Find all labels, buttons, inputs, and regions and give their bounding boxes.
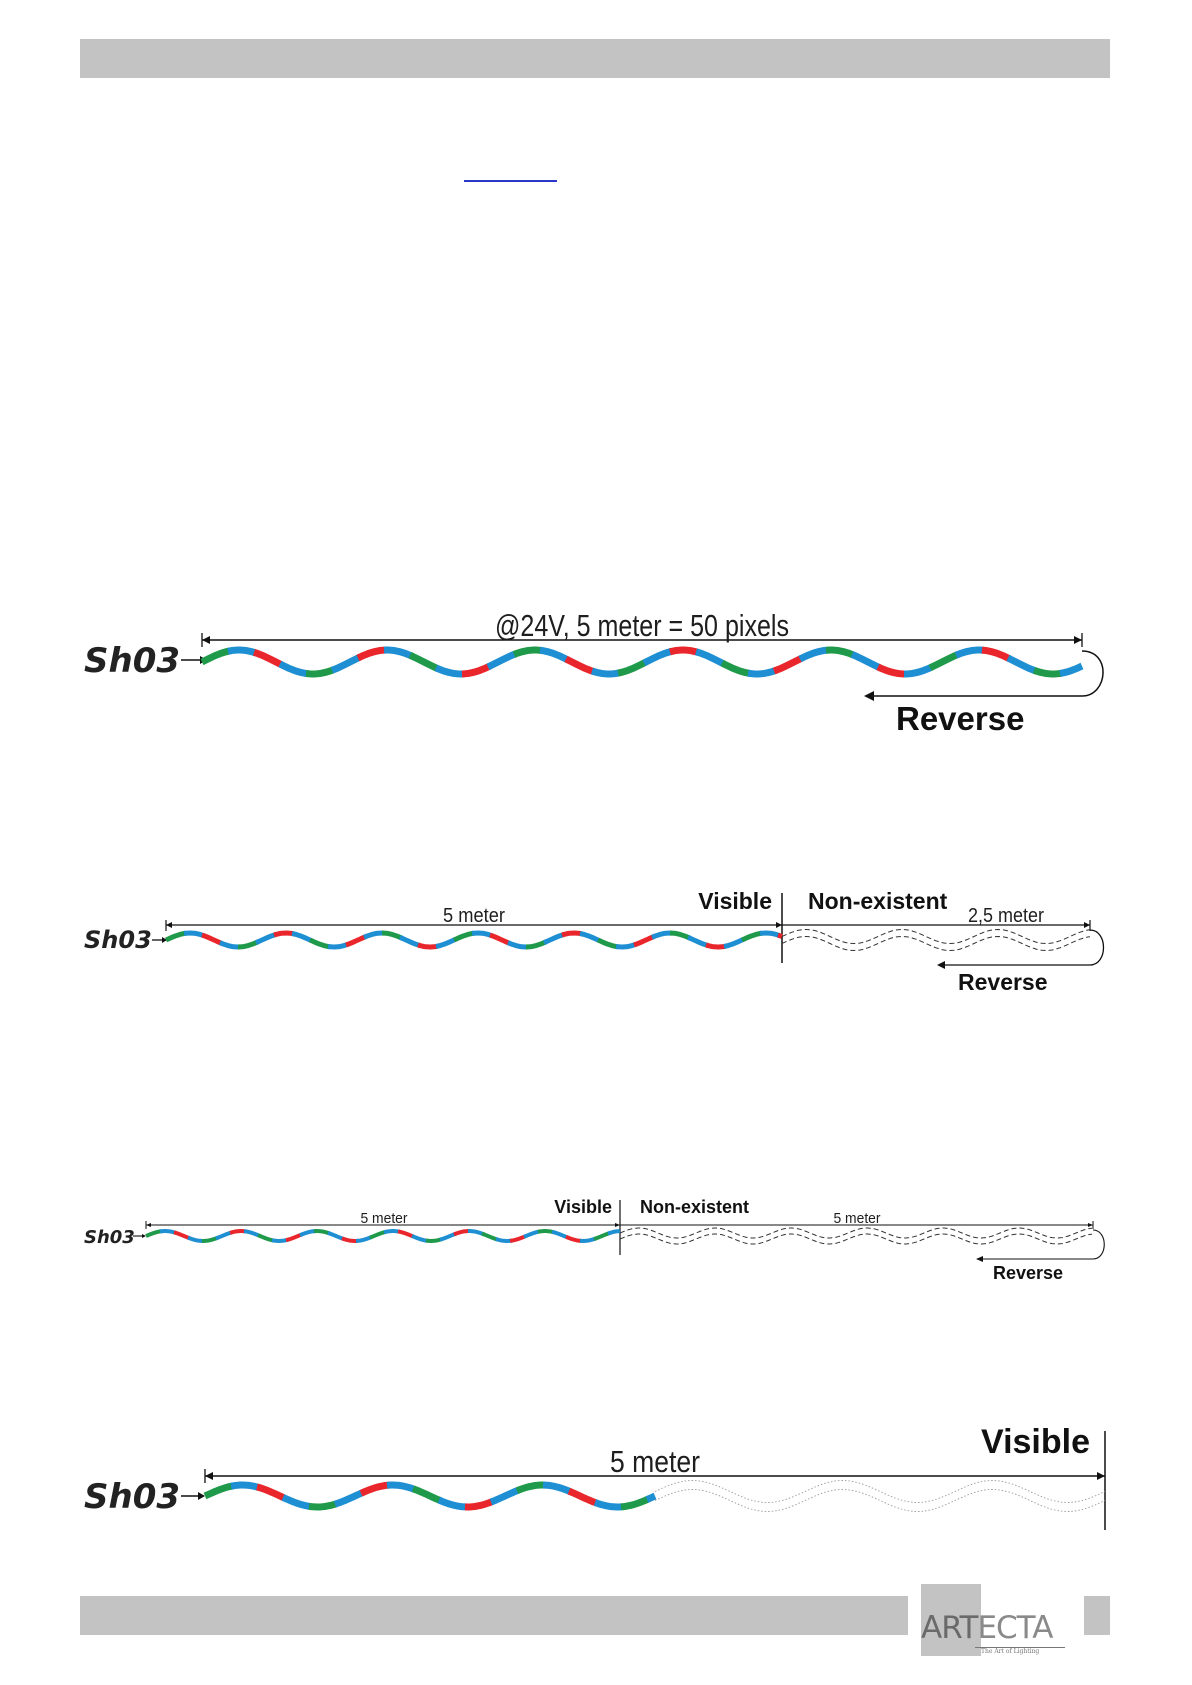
led-segment (280, 664, 308, 674)
led-segment (257, 1487, 285, 1498)
length-label: @24V, 5 meter = 50 pixels (495, 608, 789, 643)
led-segment (216, 1232, 232, 1238)
led-strip-faded (655, 1481, 1105, 1512)
led-segment (412, 1236, 428, 1241)
led-segment (342, 1238, 358, 1241)
led-segment (544, 934, 564, 942)
led-segment (335, 1492, 363, 1504)
led-segment (490, 935, 510, 943)
led-segment (468, 1231, 484, 1234)
logo-text-art: ART (921, 1610, 978, 1646)
led-segment (562, 933, 582, 935)
led-segment (230, 1231, 246, 1233)
footer-band (80, 1596, 908, 1635)
led-segment (724, 939, 744, 946)
led-segment (580, 1238, 596, 1241)
led-segment (272, 1240, 288, 1241)
led-segment (696, 652, 724, 664)
led-segment (258, 1235, 274, 1240)
led-segment (510, 1236, 526, 1241)
led-segment (1060, 666, 1082, 674)
led-segment (314, 1231, 330, 1234)
led-segment (410, 655, 438, 668)
strip-outline (655, 1481, 1105, 1503)
led-segment (618, 662, 646, 673)
diagram-half-strip (0, 1190, 1192, 1290)
led-segment (742, 933, 762, 940)
led-segment (283, 1497, 311, 1506)
led-segment (616, 944, 636, 947)
led-segment (670, 933, 690, 938)
led-segment (361, 1485, 389, 1493)
led-segment (364, 933, 384, 937)
led-segment (488, 654, 516, 667)
led-strip-visible (205, 1485, 655, 1507)
led-segment (592, 671, 620, 674)
length-label: 5 meter (443, 905, 506, 927)
led-segment (647, 1496, 655, 1500)
led-segment (202, 651, 230, 662)
led-segment (439, 1500, 467, 1507)
led-segment (292, 934, 312, 941)
logo-tagline: The Art of Lighting (981, 1648, 1040, 1655)
led-segment (184, 933, 204, 936)
led-segment (436, 939, 456, 946)
reverse-loop-line (943, 930, 1104, 965)
led-strip-nonexistent (782, 930, 1090, 951)
led-segment (418, 945, 438, 947)
reverse-arrow-head (937, 961, 945, 969)
led-segment (256, 934, 276, 942)
led-segment (930, 655, 958, 668)
led-segment (595, 1503, 623, 1508)
led-strip-visible (166, 933, 782, 947)
led-segment (202, 1238, 218, 1241)
led-segment (878, 667, 906, 674)
led-segment (540, 650, 568, 660)
reverse-label: Reverse (958, 969, 1048, 995)
led-segment (387, 1485, 415, 1490)
led-segment (826, 650, 854, 655)
led-segment (356, 1237, 372, 1241)
led-segment (384, 1231, 400, 1232)
artecta-logo (921, 1584, 1071, 1656)
led-segment (174, 1232, 190, 1238)
led-segment (496, 1239, 512, 1241)
led-segment (852, 655, 880, 668)
strip-label: Sh03 (84, 1227, 135, 1248)
led-segment (774, 658, 802, 671)
led-segment (538, 1231, 554, 1232)
led-segment (543, 1485, 571, 1492)
logo-text-ecta: ECTA (977, 1610, 1053, 1646)
diagram-full-strip (0, 600, 1192, 740)
led-segment (231, 1485, 259, 1488)
reverse-loop-line (982, 1230, 1104, 1259)
led-segment (778, 935, 782, 936)
led-segment (580, 934, 600, 941)
led-segment (254, 652, 282, 665)
led-segment (670, 650, 698, 652)
page-number-box (1084, 1596, 1110, 1635)
led-segment (328, 944, 348, 947)
led-segment (328, 1233, 344, 1239)
led-segment (228, 650, 256, 653)
dimension-arrow-nonexistent (1084, 922, 1090, 928)
visible-label: Visible (554, 1197, 612, 1217)
led-segment (982, 650, 1010, 659)
led-segment (594, 1233, 610, 1239)
strip-label: Sh03 (84, 926, 152, 954)
led-segment (634, 937, 654, 945)
logo-wordmark (921, 1610, 1052, 1646)
led-segment (524, 1231, 540, 1236)
led-segment (436, 668, 464, 674)
led-segment (569, 1491, 597, 1503)
led-segment (800, 650, 828, 659)
hyperlink-underline[interactable] (464, 180, 557, 182)
led-segment (621, 1499, 649, 1507)
led-segment (508, 943, 528, 947)
led-segment (160, 1231, 176, 1233)
led-segment (310, 940, 330, 947)
led-segment (526, 942, 546, 947)
led-segment (440, 1234, 456, 1240)
led-segment (566, 659, 594, 672)
led-segment (598, 940, 618, 947)
led-segment (608, 1231, 620, 1234)
diagram-partial-strip (0, 880, 1192, 1000)
led-segment (956, 650, 984, 655)
led-segment (566, 1237, 582, 1241)
led-segment (706, 945, 726, 947)
dimension-arrow-end (615, 1223, 620, 1227)
led-segment (306, 670, 334, 675)
nonexistent-label: Non-existent (808, 888, 948, 914)
dimension-arrow-start (202, 636, 210, 644)
led-segment (146, 1231, 162, 1236)
led-segment (491, 1490, 519, 1502)
led-segment (644, 651, 672, 663)
led-segment (552, 1232, 568, 1238)
led-segment (517, 1485, 545, 1491)
led-segment (722, 663, 750, 674)
reverse-label: Reverse (896, 700, 1025, 737)
led-segment (166, 933, 186, 940)
led-segment (188, 1238, 204, 1241)
led-segment (398, 1231, 414, 1236)
diagram-visible-half (0, 1415, 1192, 1535)
led-strip-visible (202, 650, 1082, 674)
led-segment (1008, 658, 1036, 671)
led-segment (286, 1234, 302, 1240)
reverse-arrow-head (976, 1256, 983, 1262)
nonexistent-length-label: 2,5 meter (968, 905, 1045, 927)
led-segment (760, 933, 780, 936)
led-segment (426, 1239, 442, 1241)
led-strip-nonexistent (620, 1228, 1092, 1244)
length-label: 5 meter (360, 1210, 408, 1227)
dimension-arrow-end (1074, 636, 1082, 644)
led-segment (514, 650, 542, 655)
led-segment (382, 933, 402, 938)
header-band (80, 39, 1110, 78)
led-segment (462, 666, 490, 674)
led-segment (205, 1486, 233, 1496)
led-segment (413, 1489, 441, 1501)
dimension-arrow-nonexistent (1088, 1223, 1093, 1227)
led-segment (384, 650, 412, 656)
visible-label: Visible (981, 1423, 1090, 1461)
dimension-arrow-end (1097, 1472, 1105, 1480)
led-segment (454, 933, 474, 940)
led-segment (400, 937, 420, 945)
led-segment (652, 933, 672, 937)
nonexistent-label: Non-existent (640, 1197, 750, 1217)
led-segment (346, 937, 366, 945)
strip-label: Sh03 (84, 641, 181, 681)
led-segment (220, 943, 240, 947)
visible-label: Visible (698, 888, 772, 914)
reverse-arrow-head (864, 691, 874, 701)
led-segment (238, 942, 258, 947)
led-strip-visible (146, 1231, 620, 1241)
led-segment (465, 1501, 493, 1507)
feed-arrow-head (142, 1234, 146, 1238)
strip-label: Sh03 (84, 1477, 181, 1517)
strip-outline (782, 930, 1090, 944)
led-segment (482, 1234, 498, 1240)
led-segment (300, 1231, 316, 1235)
led-segment (370, 1232, 386, 1238)
dimension-arrow-start (166, 922, 172, 928)
reverse-label: Reverse (993, 1263, 1064, 1283)
led-segment (332, 657, 360, 670)
led-segment (1034, 670, 1062, 674)
led-segment (274, 933, 294, 935)
led-segment (358, 650, 386, 658)
led-segment (244, 1231, 260, 1236)
dimension-arrow-start (205, 1472, 213, 1480)
strip-outline (655, 1490, 1105, 1512)
dimension-arrow-start (146, 1223, 151, 1227)
nonexistent-length-label: 5 meter (833, 1210, 881, 1227)
led-segment (748, 670, 776, 674)
led-segment (904, 667, 932, 674)
strip-outline (620, 1228, 1092, 1238)
led-segment (454, 1231, 470, 1234)
led-segment (309, 1504, 337, 1508)
led-segment (202, 935, 222, 943)
led-segment (688, 937, 708, 945)
led-segment (472, 933, 492, 936)
dimension-arrow-end (776, 922, 782, 928)
length-label: 5 meter (610, 1444, 700, 1479)
